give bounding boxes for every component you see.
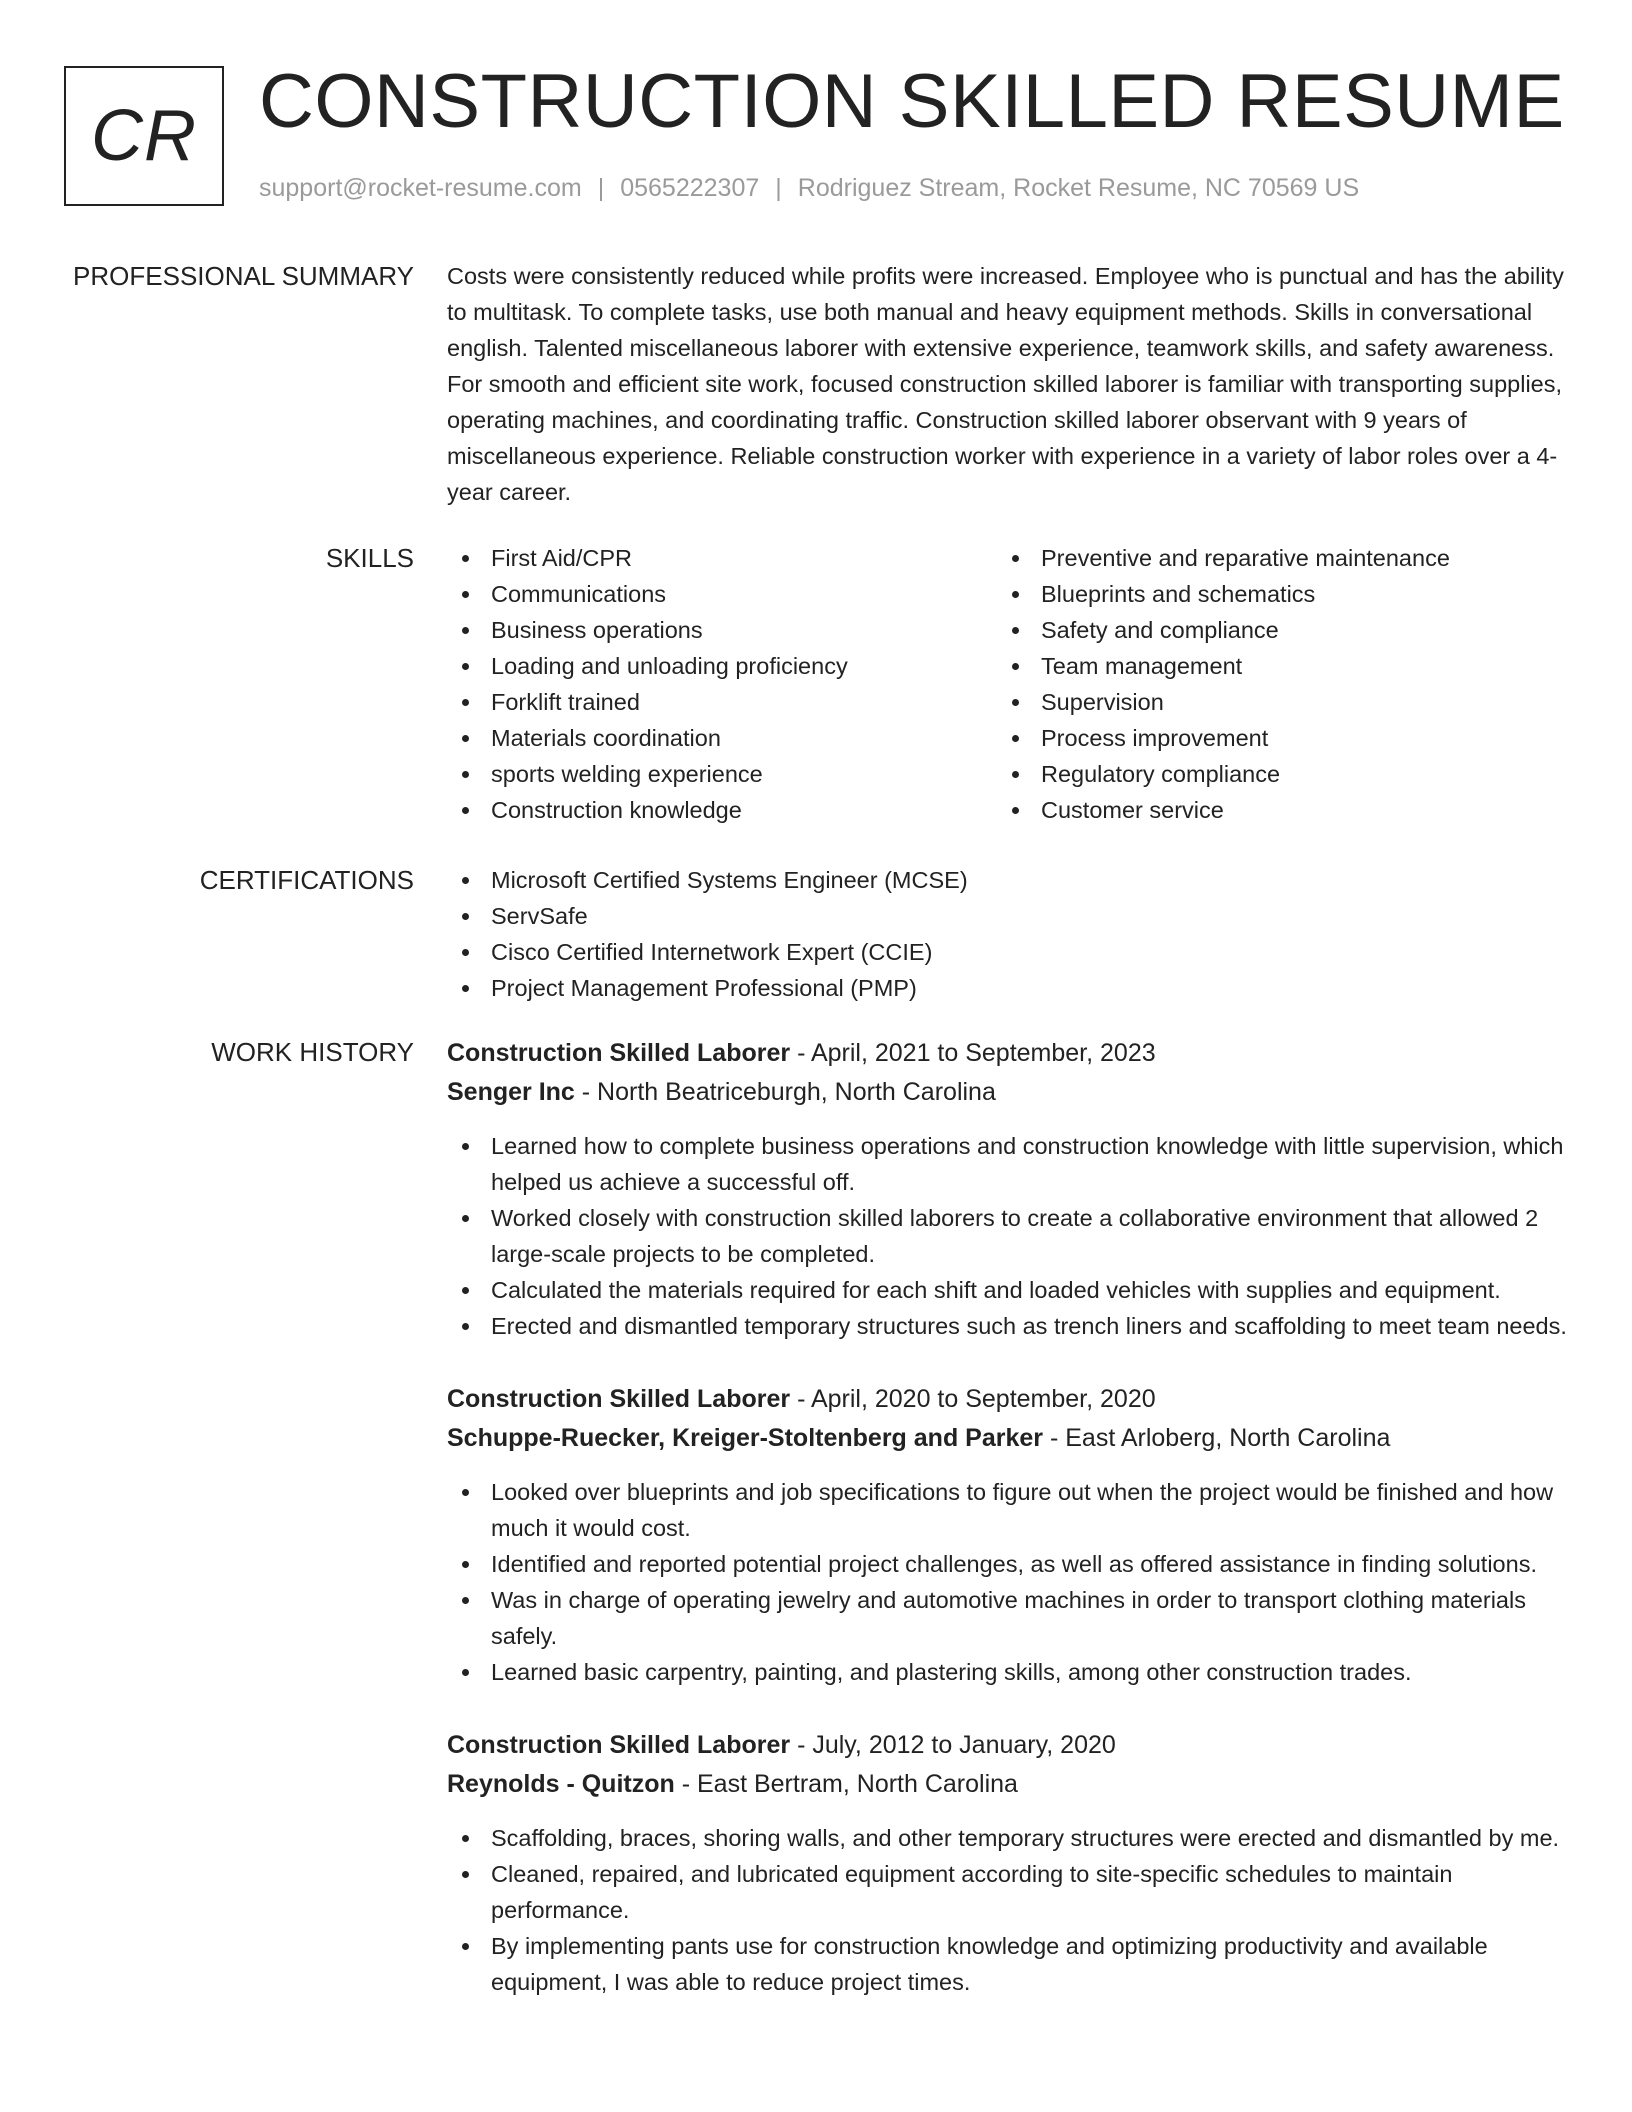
job-bullet: Worked closely with construction skilled laborers to create a collaborative environment that allowed 2 large-scale projects to be completed. (447, 1200, 1567, 1272)
job-company-line (447, 1765, 1567, 1804)
skills-list-left (447, 540, 997, 828)
job-bullet: Learned basic carpentry, painting, and plastering skills, among other construction trades. (447, 1654, 1567, 1690)
skill-item: First Aid/CPR (447, 540, 997, 576)
skill-item: Forklift trained (447, 684, 997, 720)
certifications-body (447, 862, 1567, 1006)
skill-item: Safety and compliance (997, 612, 1547, 648)
certification-item: Cisco Certified Internetwork Expert (CCIE) (447, 934, 1567, 970)
job-bullet: Was in charge of operating jewelry and automotive machines in order to transport clothing materials safely. (447, 1582, 1567, 1654)
skill-item: Preventive and reparative maintenance (997, 540, 1547, 576)
job-dates: - April, 2021 to September, 2023 (797, 1039, 1156, 1067)
job-dates: - July, 2012 to January, 2020 (797, 1731, 1116, 1759)
job-bullet: Cleaned, repaired, and lubricated equipment according to site-specific schedules to maintain performance. (447, 1856, 1567, 1928)
skill-item: sports welding experience (447, 756, 997, 792)
skill-item: Construction knowledge (447, 792, 997, 828)
job-bullets (447, 1128, 1567, 1344)
job-bullets (447, 1820, 1567, 2000)
skill-item: Blueprints and schematics (997, 576, 1547, 612)
skill-item: Supervision (997, 684, 1547, 720)
job-entry (447, 1726, 1567, 2000)
skill-item: Regulatory compliance (997, 756, 1547, 792)
job-bullets (447, 1474, 1567, 1690)
certification-item: Microsoft Certified Systems Engineer (MCSE) (447, 862, 1567, 898)
skills-body (447, 540, 1567, 828)
job-title-line (447, 1034, 1567, 1073)
job-company-line (447, 1419, 1567, 1458)
contact-line (259, 174, 1359, 203)
skill-item: Customer service (997, 792, 1547, 828)
job-bullet: Scaffolding, braces, shoring walls, and other temporary structures were erected and dismantled by me. (447, 1820, 1567, 1856)
job-title: Construction Skilled Laborer (447, 1385, 791, 1413)
monogram-text: CR (91, 96, 197, 176)
certification-item: ServSafe (447, 898, 1567, 934)
job-location: - North Beatriceburgh, North Carolina (581, 1078, 996, 1106)
job-title: Construction Skilled Laborer (447, 1039, 791, 1067)
job-title: Construction Skilled Laborer (447, 1731, 791, 1759)
job-company-line (447, 1073, 1567, 1112)
job-company: Reynolds - Quitzon (447, 1770, 675, 1798)
job-company: Senger Inc (447, 1078, 575, 1106)
certifications-heading: CERTIFICATIONS (199, 865, 414, 895)
skill-item: Loading and unloading proficiency (447, 648, 997, 684)
job-bullet: Calculated the materials required for each shift and loaded vehicles with supplies and equipment. (447, 1272, 1567, 1308)
job-bullet: Identified and reported potential project challenges, as well as offered assistance in finding solutions. (447, 1546, 1567, 1582)
contact-separator: | (775, 174, 782, 202)
resume-title: CONSTRUCTION SKILLED RESUME (259, 59, 1565, 144)
job-entry (447, 1380, 1567, 1690)
contact-address: Rodriguez Stream, Rocket Resume, NC 70569 US (797, 174, 1360, 202)
job-location: - East Bertram, North Carolina (681, 1770, 1018, 1798)
job-location: - East Arloberg, North Carolina (1049, 1424, 1391, 1452)
summary-text: Costs were consistently reduced while profits were increased. Employee who is punctual and has the ability to multitask. To complete tasks, use both manual and heavy equipment methods. Skills in conversational english. Talented miscellaneous laborer with extensive experience, teamwork skills, and safety awareness. For smooth and efficient site work, focused construction skilled laborer is familiar with transporting supplies, operating machines, and coordinating traffic. Construction skilled laborer observant with 9 years of miscellaneous experience. Reliable construction worker with experience in a variety of labor roles over a 4-year career. (447, 263, 1564, 505)
skill-item: Team management (997, 648, 1547, 684)
certifications-list (447, 862, 1567, 1006)
skill-item: Business operations (447, 612, 997, 648)
summary-heading: PROFESSIONAL SUMMARY (73, 261, 414, 291)
job-dates: - April, 2020 to September, 2020 (797, 1385, 1156, 1413)
contact-phone: 0565222307 (620, 174, 760, 202)
work-history-body (447, 1034, 1567, 2036)
skill-item: Materials coordination (447, 720, 997, 756)
skills-list-right (997, 540, 1547, 828)
contact-separator: | (597, 174, 605, 202)
skills-heading: SKILLS (325, 543, 414, 573)
job-bullet: Learned how to complete business operations and construction knowledge with little supervision, which helped us achieve a successful off. (447, 1128, 1567, 1200)
job-bullet: Looked over blueprints and job specifications to figure out when the project would be finished and how much it would cost. (447, 1474, 1567, 1546)
skill-item: Communications (447, 576, 997, 612)
job-entry (447, 1034, 1567, 1344)
summary-body (447, 258, 1567, 510)
monogram-logo (64, 66, 224, 206)
job-company: Schuppe-Ruecker, Kreiger-Stoltenberg and Parker (447, 1424, 1044, 1452)
job-bullet: By implementing pants use for construction knowledge and optimizing productivity and available equipment, I was able to reduce project times. (447, 1928, 1567, 2000)
skill-item: Process improvement (997, 720, 1547, 756)
job-bullet: Erected and dismantled temporary structures such as trench liners and scaffolding to meet team needs. (447, 1308, 1567, 1344)
job-title-line (447, 1380, 1567, 1419)
contact-email: support@rocket-resume.com (259, 174, 582, 202)
certification-item: Project Management Professional (PMP) (447, 970, 1567, 1006)
work-history-heading: WORK HISTORY (211, 1037, 414, 1067)
job-title-line (447, 1726, 1567, 1765)
